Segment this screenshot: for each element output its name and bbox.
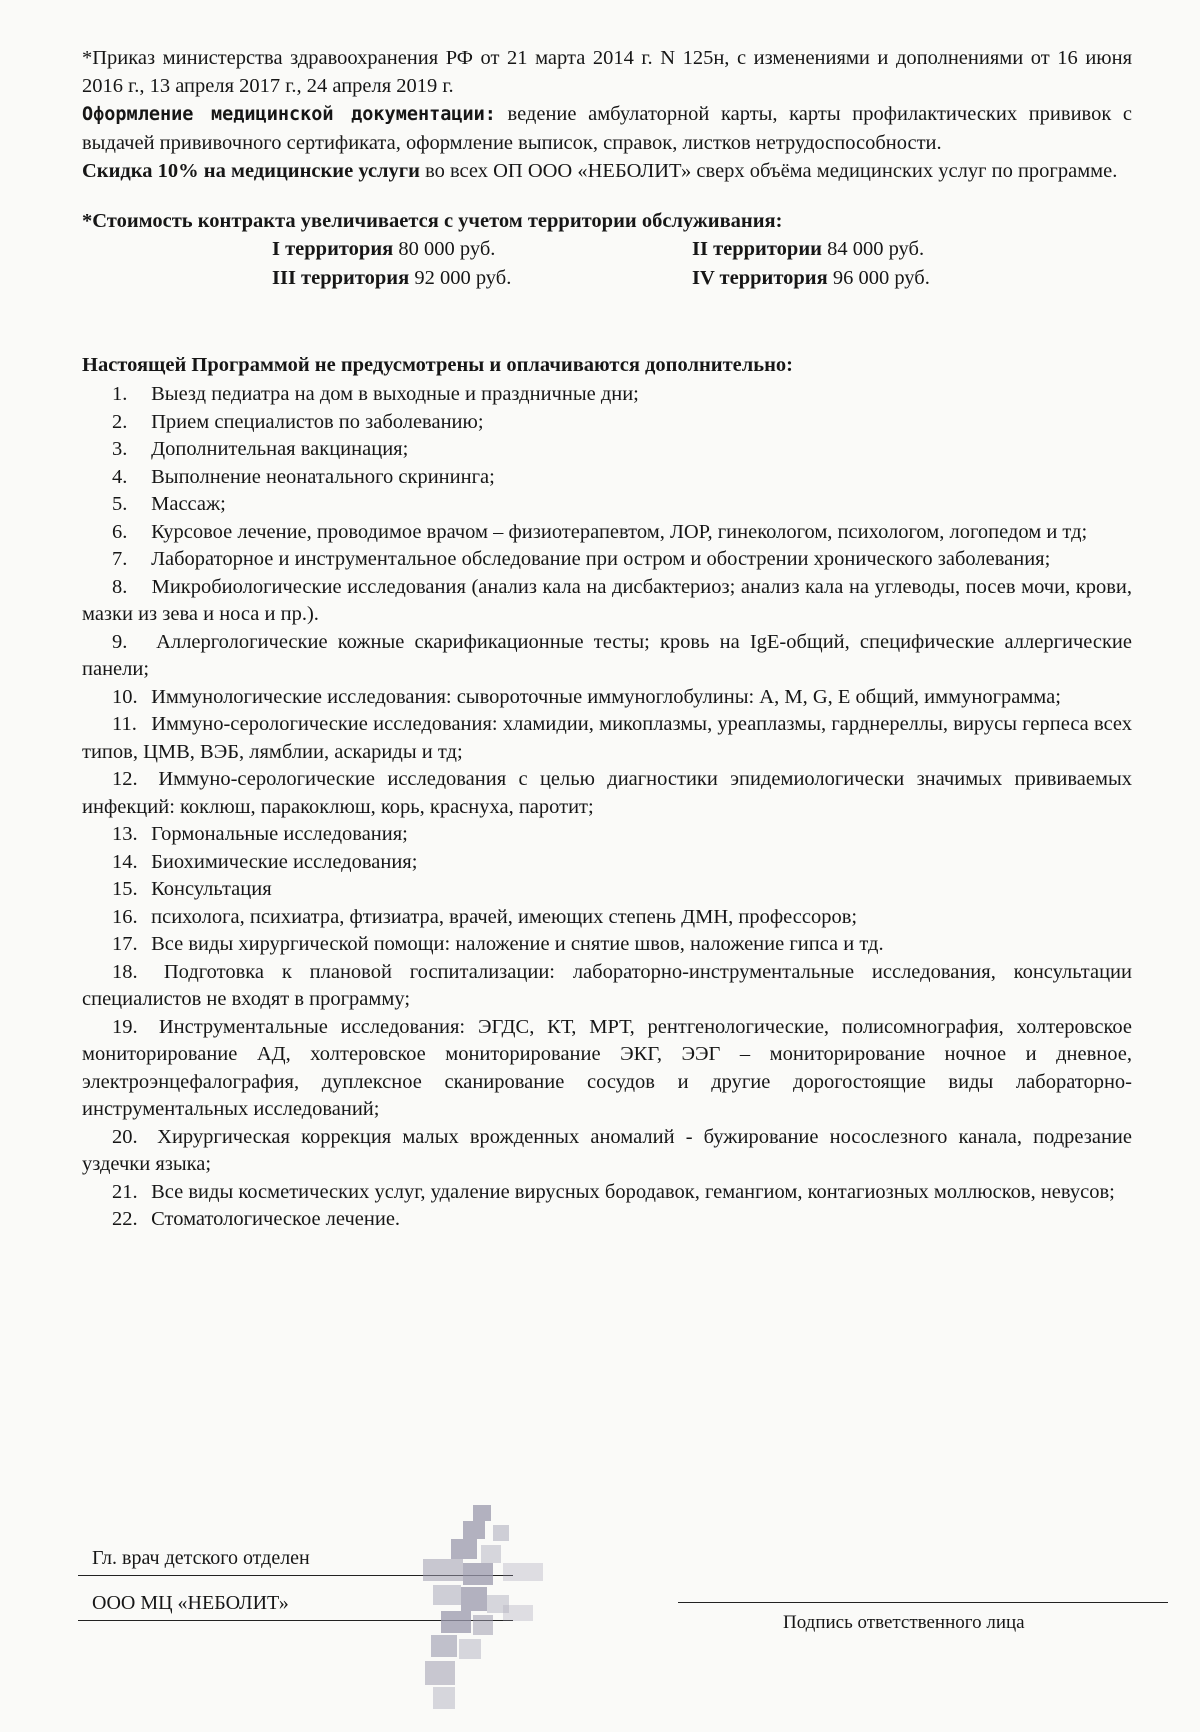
excluded-item-number: 1.: [112, 383, 128, 405]
excluded-item-text: Иммунологические исследования: сывороточные иммуноглобулины: A, M, G, E общий, иммунограмма;: [151, 685, 1061, 708]
excluded-item-text: Хирургическая коррекция малых врожденных аномалий - бужирование носослезного канала, подрезание уздечки языка;: [82, 1125, 1133, 1175]
excluded-item: [82, 464, 1132, 492]
signatory-position: Гл. врач детского отделен: [92, 1547, 310, 1569]
excluded-item-text: Биохимические исследования;: [151, 850, 418, 873]
excluded-item-number: 7.: [112, 548, 128, 570]
excluded-item-text: Иммуно-серологические исследования с целью диагностики эпидемиологически значимых прививаемых инфекций: коклюш, паракоклюш, корь, краснуха, паротит;: [82, 768, 1132, 818]
excluded-item-text: Дополнительная вакцинация;: [151, 438, 409, 460]
territory-note: *Стоимость контракта увеличивается с учетом территории обслуживания:: [82, 210, 783, 232]
excluded-item: [82, 931, 1132, 959]
excluded-item-number: 17.: [112, 933, 138, 955]
excluded-item-text: Стоматологическое лечение.: [151, 1208, 401, 1230]
excluded-item-text: Все виды косметических услуг, удаление вирусных бородавок, гемангиом, контагиозных моллюсков, невусов;: [151, 1180, 1115, 1203]
excluded-item-text: Лабораторное и инструментальное обследование при остром и обострении хронического заболевания;: [151, 548, 1051, 570]
excluded-item-text: Микробиологические исследования (анализ кала на дисбактериоз; анализ кала на углеводы, посев мочи, крови, мазки из зева и носа и пр.).: [82, 575, 1133, 625]
territory-1: I территория 80 000 руб.: [272, 238, 496, 260]
excluded-item: [82, 381, 1132, 409]
excluded-item: [82, 711, 1132, 766]
excluded-item: [82, 629, 1132, 684]
excluded-item: [82, 1206, 1132, 1234]
excluded-item-number: 16.: [112, 905, 138, 928]
responsible-signature-caption: Подпись ответственного лица: [783, 1612, 1025, 1633]
excluded-item: [82, 876, 1132, 904]
territory-2: II территории 84 000 руб.: [692, 238, 925, 260]
excluded-item-text: Курсовое лечение, проводимое врачом – физиотерапевтом, ЛОР, гинекологом, психологом, логопедом и тд;: [151, 520, 1088, 543]
territory-prices: [272, 235, 1132, 293]
redacted-signature: [403, 1505, 583, 1715]
excluded-item-text: Все виды хирургической помощи: наложение и снятие швов, наложение гипса и тд.: [151, 933, 884, 955]
excluded-item-number: 9.: [112, 630, 128, 653]
excluded-item-text: психолога, психиатра, фтизиатра, врачей, имеющих степень ДМН, профессоров;: [151, 905, 858, 928]
order-footnote: *Приказ министерства здравоохранения РФ от 21 марта 2014 г. N 125н, с изменениями и дополнениями от 16 июня 2016 г., 13 апреля 2017 г., 24 апреля 2019 г.: [82, 47, 1132, 97]
excluded-item-text: Прием специалистов по заболеванию;: [151, 410, 484, 433]
excluded-item-text: Консультация: [151, 878, 272, 900]
excluded-item: [82, 546, 1132, 574]
excluded-item-number: 19.: [112, 1015, 138, 1038]
excluded-item-number: 22.: [112, 1208, 138, 1230]
excluded-item-text: Выезд педиатра на дом в выходные и праздничные дни;: [151, 383, 639, 405]
excluded-item-number: 4.: [112, 465, 128, 488]
excluded-item-text: Иммуно-серологические исследования: хламидии, микоплазмы, уреаплазмы, гарднереллы, вирусы герпеса всех типов, ЦМВ, ВЭБ, лямблии, аскариды и тд;: [82, 713, 1133, 763]
excluded-item-number: 20.: [112, 1125, 138, 1148]
signatory-org: ООО МЦ «НЕБОЛИТ»: [92, 1592, 289, 1614]
excluded-item-number: 18.: [112, 960, 138, 983]
excluded-item-number: 8.: [112, 575, 128, 598]
excluded-item-number: 3.: [112, 438, 128, 460]
excluded-item-number: 21.: [112, 1180, 138, 1203]
excluded-item-number: 14.: [112, 850, 138, 873]
excluded-item-number: 10.: [112, 685, 138, 708]
excluded-item-number: 12.: [112, 768, 138, 790]
excluded-item-text: Аллергологические кожные скарификационные тесты; кровь на IgE-общий, специфические аллергические панели;: [82, 630, 1132, 680]
excluded-item-number: 2.: [112, 410, 128, 433]
responsible-signature-line: [678, 1602, 1168, 1603]
excluded-item-number: 15.: [112, 878, 138, 900]
excluded-item-number: 5.: [112, 493, 128, 515]
discount-lead: Скидка 10% на медицинские услуги: [82, 160, 420, 182]
excluded-item: [82, 436, 1132, 464]
excluded-item-text: Подготовка к плановой госпитализации: лабораторно-инструментальные исследования, консультации специалистов не входят в программу;: [82, 960, 1133, 1010]
documentation-lead: Оформление медицинской документации:: [82, 104, 496, 125]
excluded-item-number: 6.: [112, 520, 128, 543]
excluded-heading: Настоящей Программой не предусмотрены и оплачиваются дополнительно:: [82, 354, 793, 376]
excluded-item: [82, 409, 1132, 437]
excluded-item-number: 13.: [112, 823, 138, 845]
excluded-item: [82, 519, 1132, 547]
excluded-item: [82, 904, 1132, 932]
documentation-paragraph: [82, 100, 1132, 157]
excluded-item: [82, 1179, 1132, 1207]
excluded-item-text: Гормональные исследования;: [151, 823, 408, 845]
territory-3: III территория 92 000 руб.: [272, 267, 512, 289]
document-body: [82, 44, 1132, 1234]
documentation-text: ведение амбулаторной карты, карты профилактических прививок с выдачей прививочного сертификата, оформление выписок, справок, листков нетрудоспособности.: [82, 103, 1133, 154]
excluded-item-number: 11.: [112, 713, 137, 735]
excluded-item-text: Выполнение неонатального скрининга;: [151, 465, 495, 488]
discount-paragraph: [82, 157, 1132, 185]
discount-text: во всех ОП ООО «НЕБОЛИТ» сверх объёма медицинских услуг по программе.: [419, 160, 1118, 182]
excluded-item: [82, 821, 1132, 849]
excluded-item: [82, 959, 1132, 1014]
excluded-item: [82, 1014, 1132, 1124]
excluded-services-list: [82, 381, 1132, 1234]
excluded-item-text: Массаж;: [151, 493, 226, 515]
territory-4: IV территория 96 000 руб.: [692, 267, 930, 289]
excluded-item: [82, 491, 1132, 519]
excluded-item: [82, 1124, 1132, 1179]
excluded-item-text: Инструментальные исследования: ЭГДС, КТ, МРТ, рентгенологические, полисомнография, холтеровское мониторирование АД, холтеровское мониторирование ЭКГ, ЭЭГ – мониторирование ночное и дневное, электроэнцефалография, дуплексное сканирование сосудов и другие дорогостоящие виды лабораторно-инструментальных исследований;: [82, 1015, 1132, 1120]
excluded-item: [82, 684, 1132, 712]
signature-block: [78, 1545, 1168, 1705]
excluded-item: [82, 574, 1132, 629]
excluded-item: [82, 849, 1132, 877]
excluded-item: [82, 766, 1132, 821]
